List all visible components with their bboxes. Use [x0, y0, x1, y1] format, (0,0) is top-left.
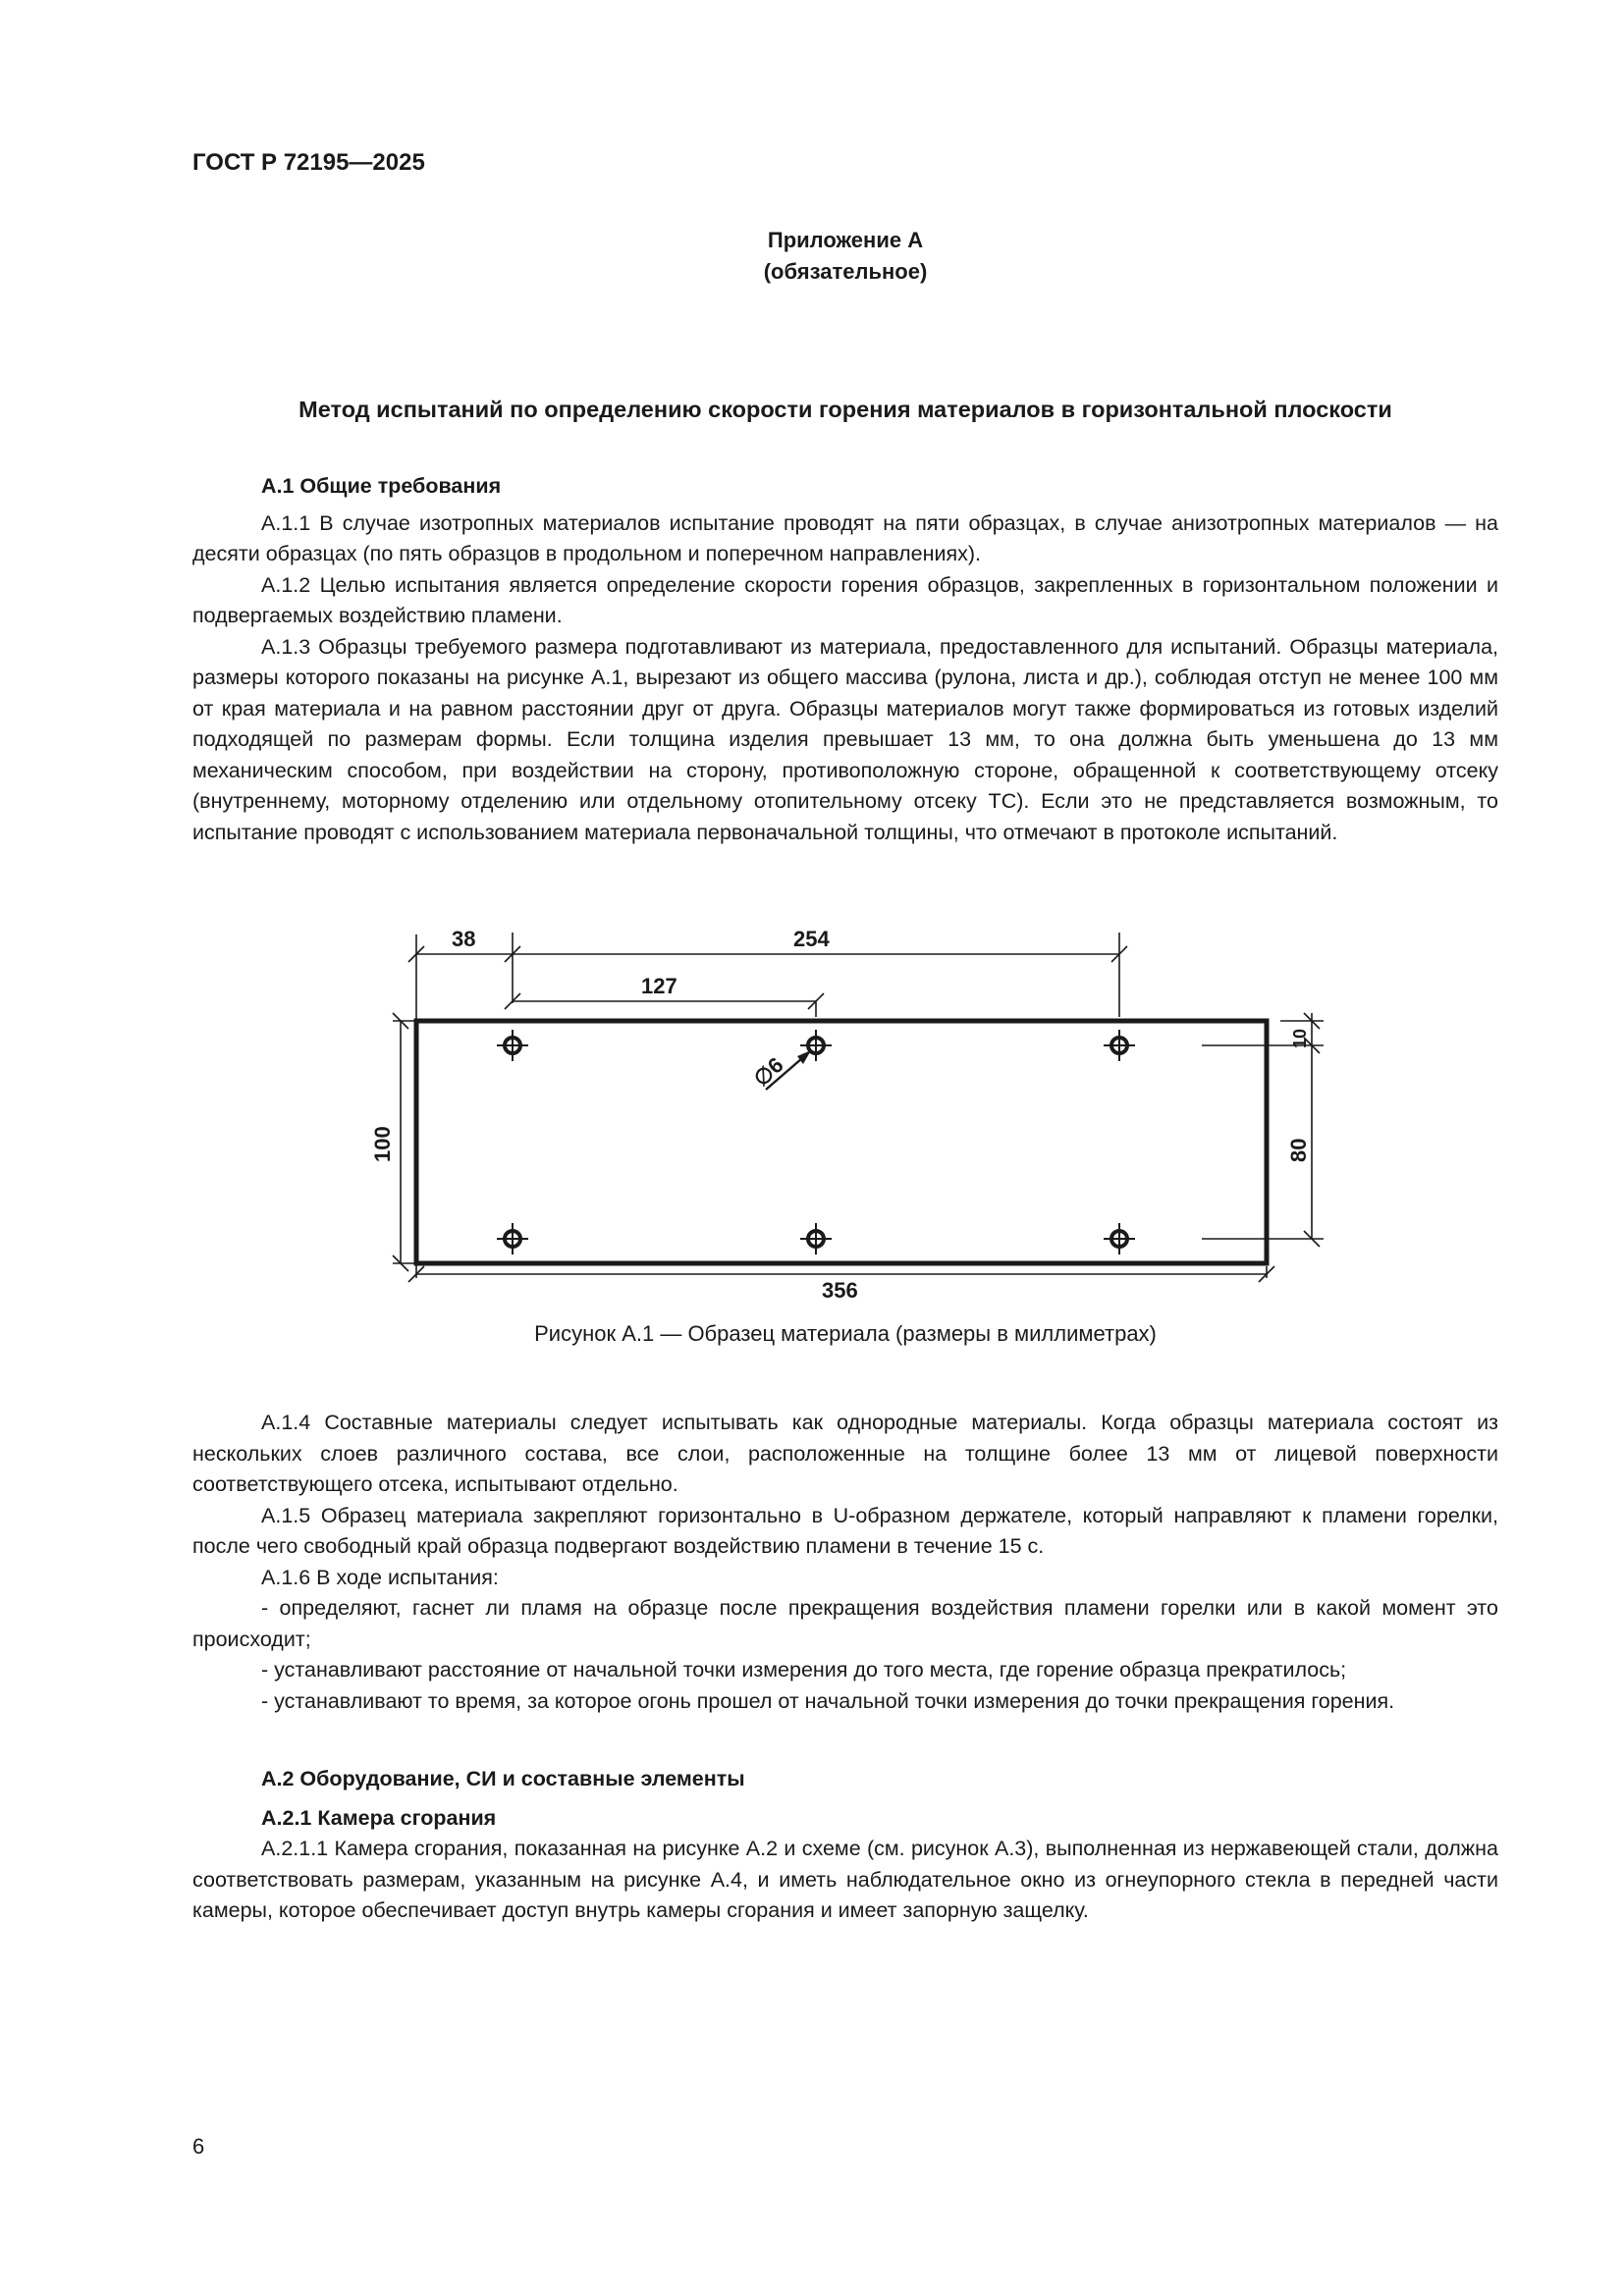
bullet-item: - устанавливают расстояние от начальной точки измерения до того места, где горение образца прекратилось; — [261, 1658, 1347, 1682]
section-heading: А.2 Оборудование, СИ и составные элементы — [261, 1767, 745, 1790]
paragraph-a1-3: А.1.3 Образцы требуемого размера подготавливают из материала, предоставленного для испытаний. Образцы материала, размеры которого показаны на рисунке А.1, вырезают из общего массива (рулона, листа и др.), соблюдая отступ не менее 100 мм от края материала и на равном расстоянии друг от друга. Образцы материалов могут также формироваться из готовых изделий подходящей по размерам формы. Если толщина изделия превышает 13 мм, то она должна быть уменьшена до 13 мм механическим способом, при воздействии на сторону, противоположную стороне, обращенной к соответствующему отсеку (внутреннему, моторному отделению или отдельному отопительному отсеку ТС). Если это не представляется возможным, то испытание проводят с использованием материала первоначальной толщины, что отмечают в протоколе испытаний. — [192, 634, 1498, 844]
subsection-heading: А.2.1 Камера сгорания — [261, 1805, 497, 1830]
page-number: 6 — [192, 2134, 205, 2159]
paragraph-a1-1: А.1.1 В случае изотропных материалов испытание проводят на пяти образцах, в случае анизотропных материалов — на десяти образцах (по пять образцов в продольном и поперечном направлениях). — [192, 510, 1498, 565]
paragraph-a1-6: А.1.6 В ходе испытания: — [261, 1565, 499, 1589]
dim-label-127: 127 — [641, 974, 677, 998]
dim-label-10: 10 — [1290, 1028, 1310, 1048]
dim-label-100: 100 — [370, 1126, 395, 1162]
section-a1 — [192, 471, 1498, 848]
bullet-item: - определяют, гаснет ли пламя на образце после прекращения воздействия пламени горелки или в какой момент это происходит; — [192, 1596, 1498, 1651]
hole-top-right — [1104, 1030, 1135, 1061]
paragraph-a1-2: А.1.2 Целью испытания является определение скорости горения образцов, закрепленных в горизонтальном положении и подвергаемых воздействию пламени. — [192, 572, 1498, 627]
dim-label-38: 38 — [452, 927, 476, 951]
sample-outline — [416, 1021, 1267, 1263]
dim-label-254: 254 — [793, 927, 830, 951]
section-a2 — [192, 1764, 1498, 1927]
dim-label-80: 80 — [1286, 1138, 1311, 1162]
dim-label-356: 356 — [822, 1278, 858, 1303]
annex-title: Приложение А — [767, 228, 924, 252]
sample-drawing — [370, 919, 1335, 1311]
document-code: ГОСТ Р 72195—2025 — [192, 149, 425, 176]
section-heading: А.1 Общие требования — [261, 474, 502, 498]
figure-caption: Рисунок А.1 — Образец материала (размеры в миллиметрах) — [534, 1321, 1157, 1346]
hole-bottom-right — [1104, 1223, 1135, 1255]
annex-status: (обязательное) — [763, 259, 928, 284]
section-a1-continued — [192, 1408, 1498, 1717]
bullet-item: - устанавливают то время, за которое огонь прошел от начальной точки измерения до точки прекращения горения. — [261, 1688, 1395, 1713]
paragraph-a2-1-1: А.2.1.1 Камера сгорания, показанная на рисунке А.2 и схеме (см. рисунок А.3), выполненная из нержавеющей стали, должна соответствовать размерам, указанным на рисунке А.4, и иметь наблюдательное окно из огнеупорного стекла в передней части камеры, которое обеспечивает доступ внутрь камеры сгорания и имеет запорную защелку. — [192, 1837, 1498, 1922]
dim-label-6: ∅6 — [748, 1052, 788, 1092]
main-title: Метод испытаний по определению скорости горения материалов в горизонтальной плоскости — [298, 397, 1392, 422]
hole-bottom-middle — [800, 1223, 832, 1255]
paragraph-a1-5: А.1.5 Образец материала закрепляют горизонтально в U-образном держателе, который направляют к пламени горелки, после чего свободный край образца подвергают воздействию пламени в течение 15 с. — [192, 1503, 1498, 1558]
paragraph-a1-4: А.1.4 Составные материалы следует испытывать как однородные материалы. Когда образцы материала состоят из нескольких слоев различного состава, все слои, расположенные на толщине более 13 мм от лицевой поверхности соответствующего отсека, испытывают отдельно. — [192, 1411, 1498, 1496]
hole-bottom-left — [497, 1223, 528, 1255]
hole-top-left — [497, 1030, 528, 1061]
